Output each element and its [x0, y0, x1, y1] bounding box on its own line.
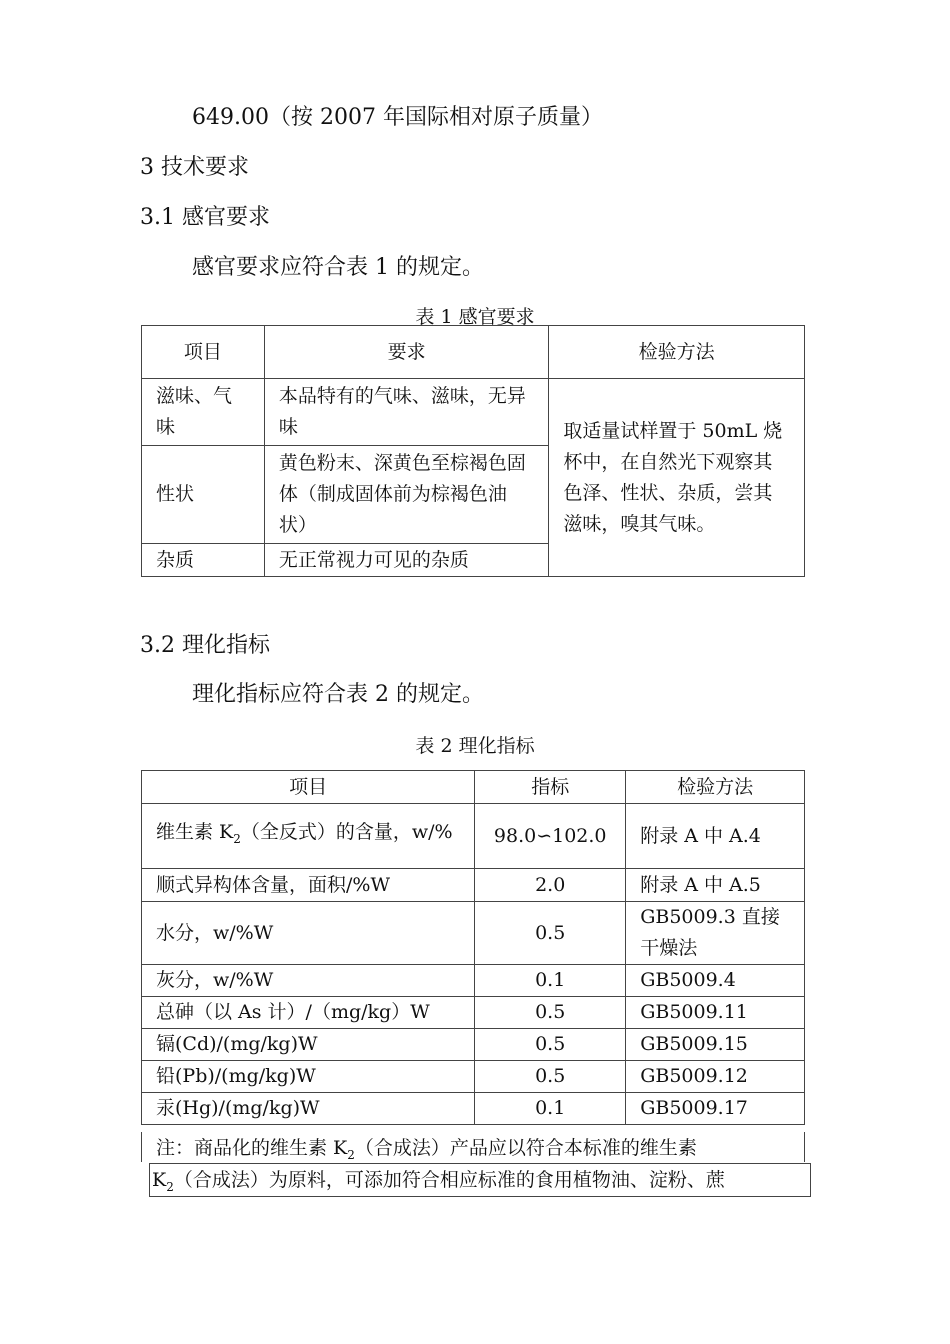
- table1-cell-requirement: 本品特有的气味、滋味，无异味: [264, 379, 549, 446]
- note-subscript: 2: [166, 1179, 174, 1194]
- table2-cell-method: 附录 A 中 A.5: [626, 869, 805, 902]
- table2-note-line-2: [149, 1163, 811, 1197]
- table2-cell-value: 0.5: [475, 997, 626, 1029]
- table2-header-item: 项目: [142, 771, 475, 804]
- table2-cell-item: 汞(Hg)/(mg/kg)W: [142, 1093, 475, 1125]
- table1-caption: 表 1 感官要求: [415, 306, 535, 328]
- section-heading-3: 3 技术要求: [140, 155, 249, 180]
- table2-cell-method: GB5009.3 直接干燥法: [626, 902, 805, 965]
- table2-cell-item: 水分，w/%W: [142, 902, 475, 965]
- sensory-requirements-table: [141, 325, 805, 577]
- table-row: [142, 902, 805, 965]
- paragraph-sensory: 感官要求应符合表 1 的规定。: [192, 255, 484, 280]
- note-text-b: （合成法）产品应以符合本标准的维生素: [354, 1137, 697, 1159]
- table2-cell-item: 灰分，w/%W: [142, 965, 475, 997]
- paragraph-molar-mass: 649.00（按 2007 年国际相对原子质量）: [192, 105, 603, 130]
- table2-cell-method: GB5009.15: [626, 1029, 805, 1061]
- table1-cell-method: 取适量试样置于 50mL 烧杯中，在自然光下观察其色泽、性状、杂质，尝其滋味，嗅其气味。: [549, 379, 805, 577]
- paragraph-physicochemical: 理化指标应符合表 2 的规定。: [192, 682, 484, 707]
- item-text-b: （全反式）的含量，w/%: [240, 821, 453, 844]
- table-row: [142, 869, 805, 902]
- table2-cell-value: 0.5: [475, 902, 626, 965]
- physicochemical-table: [141, 770, 805, 1125]
- table2-cell-method: GB5009.11: [626, 997, 805, 1029]
- note-subscript: 2: [347, 1147, 355, 1162]
- table2-cell-method: GB5009.17: [626, 1093, 805, 1125]
- table2-cell-item: 总砷（以 As 计）/（mg/kg）W: [142, 997, 475, 1029]
- table2-cell-value: 0.1: [475, 965, 626, 997]
- table1-header-requirement: 要求: [264, 326, 549, 379]
- table2-cell-item: 铅(Pb)/(mg/kg)W: [142, 1061, 475, 1093]
- table-row: [142, 804, 805, 869]
- table2-cell-method: GB5009.4: [626, 965, 805, 997]
- table2-header-method: 检验方法: [626, 771, 805, 804]
- table2-cell-method: GB5009.12: [626, 1061, 805, 1093]
- item-text-a: 维生素 K: [156, 821, 234, 844]
- table-row: [142, 1093, 805, 1125]
- table2-cell-method: 附录 A 中 A.4: [626, 804, 805, 869]
- table2-cell-item: 顺式异构体含量，面积/%W: [142, 869, 475, 902]
- table-row: [142, 997, 805, 1029]
- section-heading-3-2: 3.2 理化指标: [140, 633, 270, 658]
- table2-note-line-1: [141, 1132, 805, 1162]
- table2-cell-item: [142, 804, 475, 869]
- table1-cell-requirement: 无正常视力可见的杂质: [264, 544, 549, 577]
- item-subscript: 2: [233, 831, 241, 846]
- table2-cell-value: 0.1: [475, 1093, 626, 1125]
- note-text-b: （合成法）为原料，可添加符合相应标准的食用植物油、淀粉、蔗: [173, 1169, 725, 1191]
- note-text-a: K: [152, 1169, 167, 1191]
- table-row: [142, 379, 805, 446]
- table-row: [142, 1061, 805, 1093]
- table1-cell-requirement: 黄色粉末、深黄色至棕褐色固体（制成固体前为棕褐色油状）: [264, 446, 549, 544]
- table1-header-row: [142, 326, 805, 379]
- table2-caption: 表 2 理化指标: [415, 735, 535, 757]
- table2-cell-value: 2.0: [475, 869, 626, 902]
- table1-cell-item: 杂质: [142, 544, 265, 577]
- table1-cell-item: 滋味、气味: [142, 379, 265, 446]
- table1-header-method: 检验方法: [549, 326, 805, 379]
- section-heading-3-1: 3.1 感官要求: [140, 205, 270, 230]
- table2-header-row: [142, 771, 805, 804]
- table2-header-value: 指标: [475, 771, 626, 804]
- table1-header-item: 项目: [142, 326, 265, 379]
- table2-cell-value: 98.0∽102.0: [475, 804, 626, 869]
- table2-cell-value: 0.5: [475, 1061, 626, 1093]
- table1-cell-item: 性状: [142, 446, 265, 544]
- note-text-a: 注：商品化的维生素 K: [156, 1137, 348, 1159]
- table2-cell-item: 镉(Cd)/(mg/kg)W: [142, 1029, 475, 1061]
- table-row: [142, 1029, 805, 1061]
- table2-cell-value: 0.5: [475, 1029, 626, 1061]
- table-row: [142, 965, 805, 997]
